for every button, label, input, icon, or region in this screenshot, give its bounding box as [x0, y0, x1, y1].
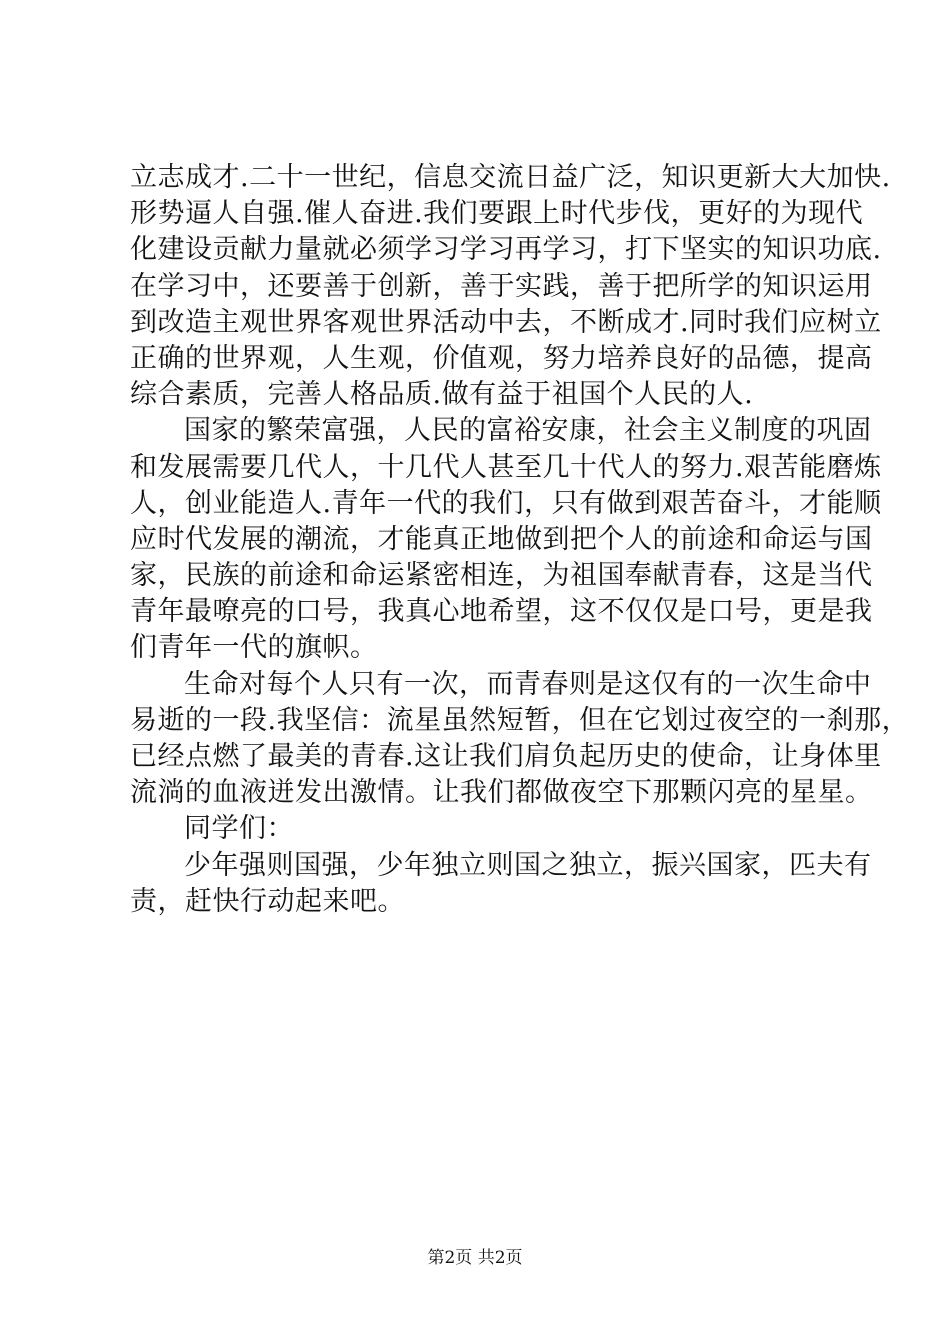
document-body [130, 160, 910, 920]
page-footer: 第2页 共2页 [427, 1248, 523, 1268]
text-line: 形势逼人自强.催人奋进.我们要跟上时代步伐，更好的为现代 [130, 198, 864, 230]
text-line: 综合素质，完善人格品质.做有益于祖国个人民的人. [130, 379, 754, 411]
paragraph-start-line: 少年强则国强，少年独立则国之独立，振兴国家，匹夫有 [184, 849, 872, 881]
text-line: 立志成才.二十一世纪，信息交流日益广泛，知识更新大大加快. [130, 162, 891, 193]
text-line: 正确的世界观，人生观，价值观，努力培养良好的品德，提高 [130, 342, 873, 374]
text-line: 责，赶快行动起来吧。 [130, 885, 405, 917]
text-line: 和发展需要几代人，十几代人甚至几十代人的努力.艰苦能磨炼 [130, 451, 882, 483]
text-line: 流淌的血液迸发出激情。让我们都做夜空下那颗闪亮的星星。 [130, 777, 873, 809]
text-line: 家，民族的前途和命运紧密相连，为祖国奉献青春，这是当代 [130, 560, 873, 592]
text-line: 人，创业能造人.青年一代的我们，只有做到艰苦奋斗，才能顺 [130, 487, 882, 519]
text-line: 易逝的一段.我坚信：流星虽然短暂，但在它划过夜空的一刹那， [130, 704, 910, 736]
text-line: 青年最嘹亮的口号，我真心地希望，这不仅仅是口号，更是我 [130, 596, 873, 628]
text-line: 们青年一代的旗帜。 [130, 632, 378, 664]
paragraph-start-line: 国家的繁荣富强，人民的富裕安康，社会主义制度的巩固 [184, 415, 872, 447]
salutation-line: 同学们： [184, 813, 294, 845]
text-line: 已经点燃了最美的青春.这让我们肩负起历史的使命，让身体里 [130, 741, 882, 772]
text-line: 应时代发展的潮流，才能真正地做到把个人的前途和命运与国 [130, 523, 873, 555]
text-line: 到改造主观世界客观世界活动中去，不断成才.同时我们应树立 [130, 306, 882, 338]
text-line: 化建设贡献力量就必须学习学习再学习，打下坚实的知识功底. [130, 234, 882, 266]
text-line: 在学习中，还要善于创新，善于实践，善于把所学的知识运用 [130, 270, 873, 302]
paragraph-start-line: 生命对每个人只有一次，而青春则是这仅有的一次生命中 [184, 668, 872, 700]
